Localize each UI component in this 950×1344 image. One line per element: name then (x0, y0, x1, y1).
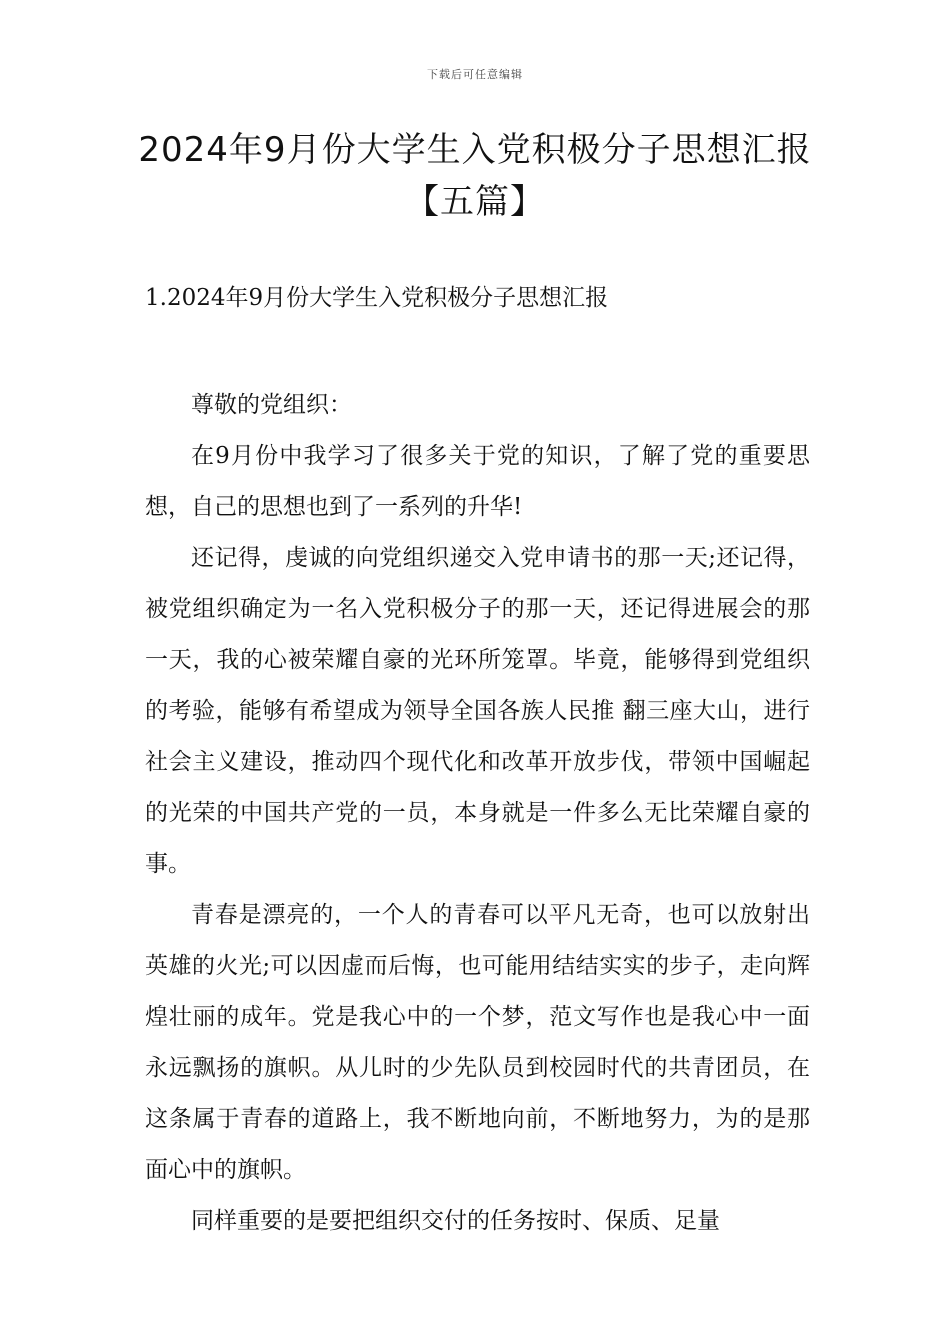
paragraph: 在9月份中我学习了很多关于党的知识，了解了党的重要思想，自己的思想也到了一系列的升华! (145, 443, 810, 520)
paragraph: 青春是漂亮的，一个人的青春可以平凡无奇，也可以放射出英雄的火光;可以因虚而后悔，也可能用结结实实的步子，走向辉煌壮丽的成年。党是我心中的一个梦，范文写作也是我心中一面永远飘扬的旗帜。从儿时的少先队员到校园时代的共青团员，在这条属于青春的道路上，我不断地向前，不断地努力，为的是那面心中的旗帜。 (145, 902, 810, 1183)
document-title: 2024年9月份大学生入党积极分子思想汇报【五篇】 (138, 130, 812, 222)
section-heading: 1.2024年9月份大学生入党积极分子思想汇报 (145, 285, 609, 311)
paragraph: 还记得，虔诚的向党组织递交入党申请书的那一天;还记得，被党组织确定为一名入党积极分子的那一天，还记得进展会的那一天，我的心被荣耀自豪的光环所笼罩。毕竟，能够得到党组织的考验，能够有希望成为领导全国各族人民推 翻三座大山，进行社会主义建设，推动四个现代化和改革开放步伐，带领中国崛起的光荣的中国共产党的一员，本身就是一件多么无比荣耀自豪的事。 (145, 545, 810, 877)
paragraph: 同样重要的是要把组织交付的任务按时、保质、足量 (191, 1208, 720, 1234)
document-body (145, 380, 810, 1247)
header-note: 下载后可任意编辑 (427, 68, 523, 81)
paragraph-salutation: 尊敬的党组织： (191, 392, 352, 418)
